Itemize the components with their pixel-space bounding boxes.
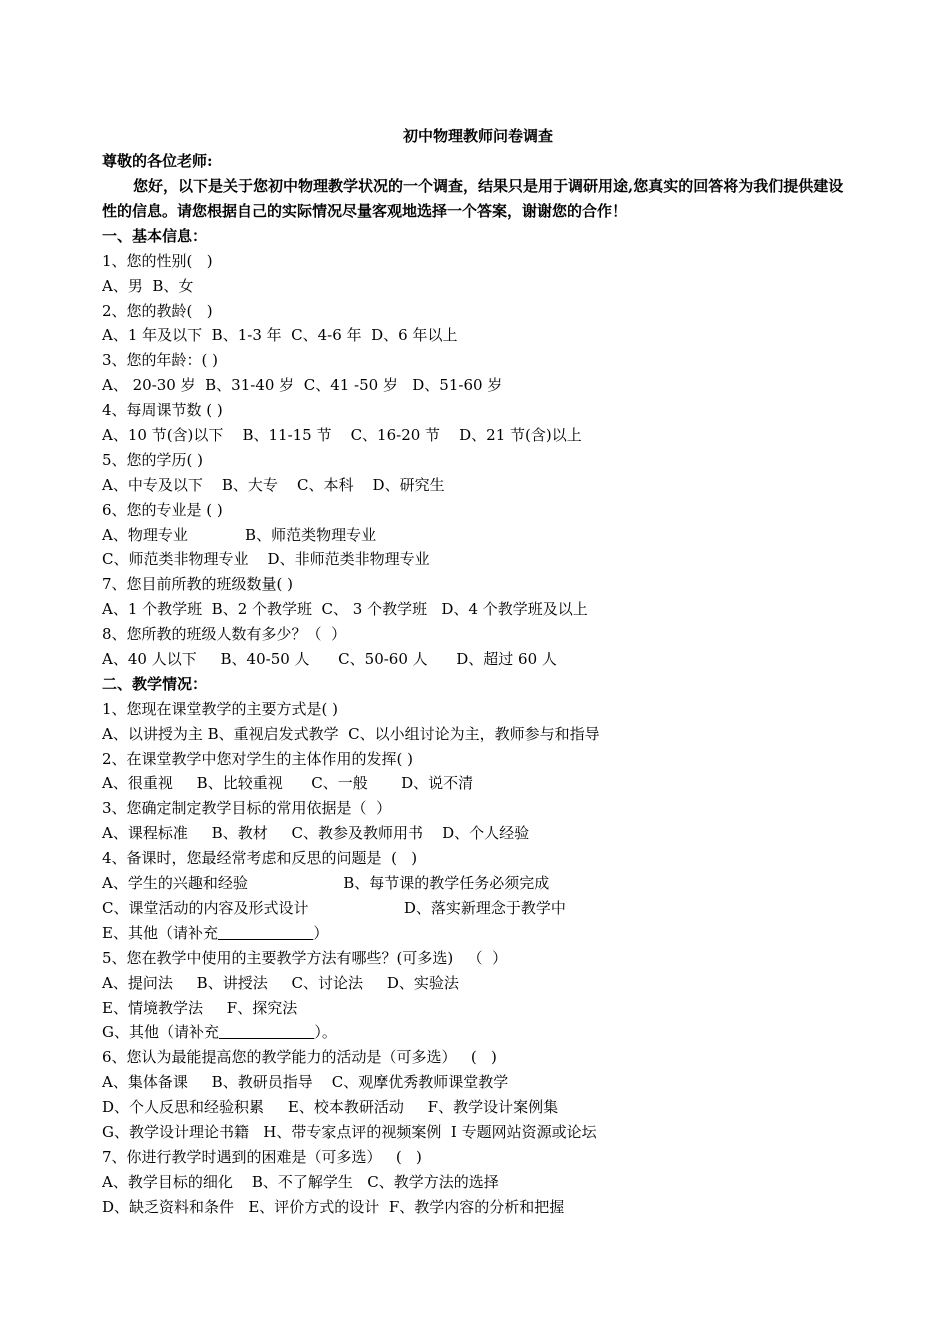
question-text: 1、您现在课堂教学的主要方式是( ): [102, 699, 339, 718]
question-text: 7、您目前所教的班级数量( ): [102, 575, 294, 594]
question-text: 5、您在教学中使用的主要教学方法有哪些？(可多选) （ ）: [102, 948, 508, 967]
answer-options: D、个人反思和经验积累 E、校本教研活动 F、教学设计案例集: [102, 1098, 559, 1117]
question-text: 6、您认为最能提高您的教学能力的活动是（可多选） ( ): [102, 1048, 497, 1067]
answer-options: E、情境教学法 F、探究法: [102, 998, 298, 1017]
question-text: 1、您的性别( ): [102, 251, 213, 270]
question-text: 6、您的专业是 ( ): [102, 500, 223, 519]
fill-in-blank[interactable]: [218, 924, 313, 942]
answer-options: D、缺乏资料和条件 E、评价方式的设计 F、教学内容的分析和把握: [102, 1197, 565, 1216]
section-heading: 二、教学情况：: [102, 674, 208, 693]
answer-options: A、集体备课 B、教研员指导 C、观摩优秀教师课堂教学: [102, 1073, 509, 1092]
answer-options: A、中专及以下 B、大专 C、本科 D、研究生: [102, 475, 445, 494]
question-text: 4、备课时，您最经常考虑和反思的问题是 ( ): [102, 849, 418, 868]
answer-options: A、课程标准 B、教材 C、教参及教师用书 D、个人经验: [102, 824, 530, 843]
answer-options: A、教学目标的细化 B、不了解学生 C、教学方法的选择: [102, 1172, 499, 1191]
answer-options: A、物理专业 B、师范类物理专业: [102, 525, 377, 544]
answer-options: A、10 节(含)以下 B、11-15 节 C、16-20 节 D、21 节(含)以上: [102, 426, 582, 445]
answer-options: C、课堂活动的内容及形式设计 D、落实新理念于教学中: [102, 898, 566, 917]
question-text: 3、您确定制定教学目标的常用依据是（ ）: [102, 799, 392, 818]
answer-options: G、其他（请补充 ）。: [102, 1023, 337, 1042]
question-text: 2、您的教龄( ): [102, 301, 213, 320]
questionnaire-page: [102, 124, 854, 1220]
question-text: 4、每周课节数 ( ): [102, 401, 223, 420]
question-text: 2、在课堂教学中您对学生的主体作用的发挥( ): [102, 749, 414, 768]
answer-options: A、提问法 B、讲授法 C、讨论法 D、实验法: [102, 973, 459, 992]
intro-paragraph: 您好，以下是关于您初中物理教学状况的一个调查，结果只是用于调研用途,您真实的回答将为我们提供建设性的信息。请您根据自己的实际情况尽量客观地选择一个答案，谢谢您的合作！: [102, 176, 844, 220]
answer-options: A、1 个教学班 B、2 个教学班 C、 3 个教学班 D、4 个教学班及以上: [102, 600, 588, 619]
answer-options: A、很重视 B、比较重视 C、一般 D、说不清: [102, 774, 474, 793]
answer-options: G、教学设计理论书籍 H、带专家点评的视频案例 I 专题网站资源或论坛: [102, 1122, 597, 1141]
section-heading: 一、基本信息：: [102, 226, 208, 245]
question-text: 8、您所教的班级人数有多少？（ ）: [102, 625, 347, 644]
salutation: 尊敬的各位老师:: [102, 152, 213, 170]
answer-options: A、1 年及以下 B、1-3 年 C、4-6 年 D、6 年以上: [102, 326, 458, 345]
answer-options: A、以讲授为主 B、重视启发式教学 C、以小组讨论为主，教师参与和指导: [102, 724, 600, 743]
fill-in-blank[interactable]: [219, 1023, 314, 1041]
answer-options: A、学生的兴趣和经验 B、每节课的教学任务必须完成: [102, 874, 550, 893]
question-text: 5、您的学历( ): [102, 450, 204, 469]
question-list: [102, 224, 854, 1220]
answer-options: A、 20-30 岁 B、31-40 岁 C、41 -50 岁 D、51-60 岁: [102, 376, 503, 395]
answer-options: A、男 B、女: [102, 276, 194, 295]
answer-options: C、师范类非物理专业 D、非师范类非物理专业: [102, 550, 430, 569]
answer-options: E、其他（请补充 ）: [102, 923, 329, 942]
question-text: 3、您的年龄：( ): [102, 351, 219, 370]
question-text: 7、你进行教学时遇到的困难是（可多选） ( ): [102, 1147, 422, 1166]
answer-options: A、40 人以下 B、40-50 人 C、50-60 人 D、超过 60 人: [102, 650, 557, 669]
document-title: 初中物理教师问卷调查: [402, 127, 553, 145]
